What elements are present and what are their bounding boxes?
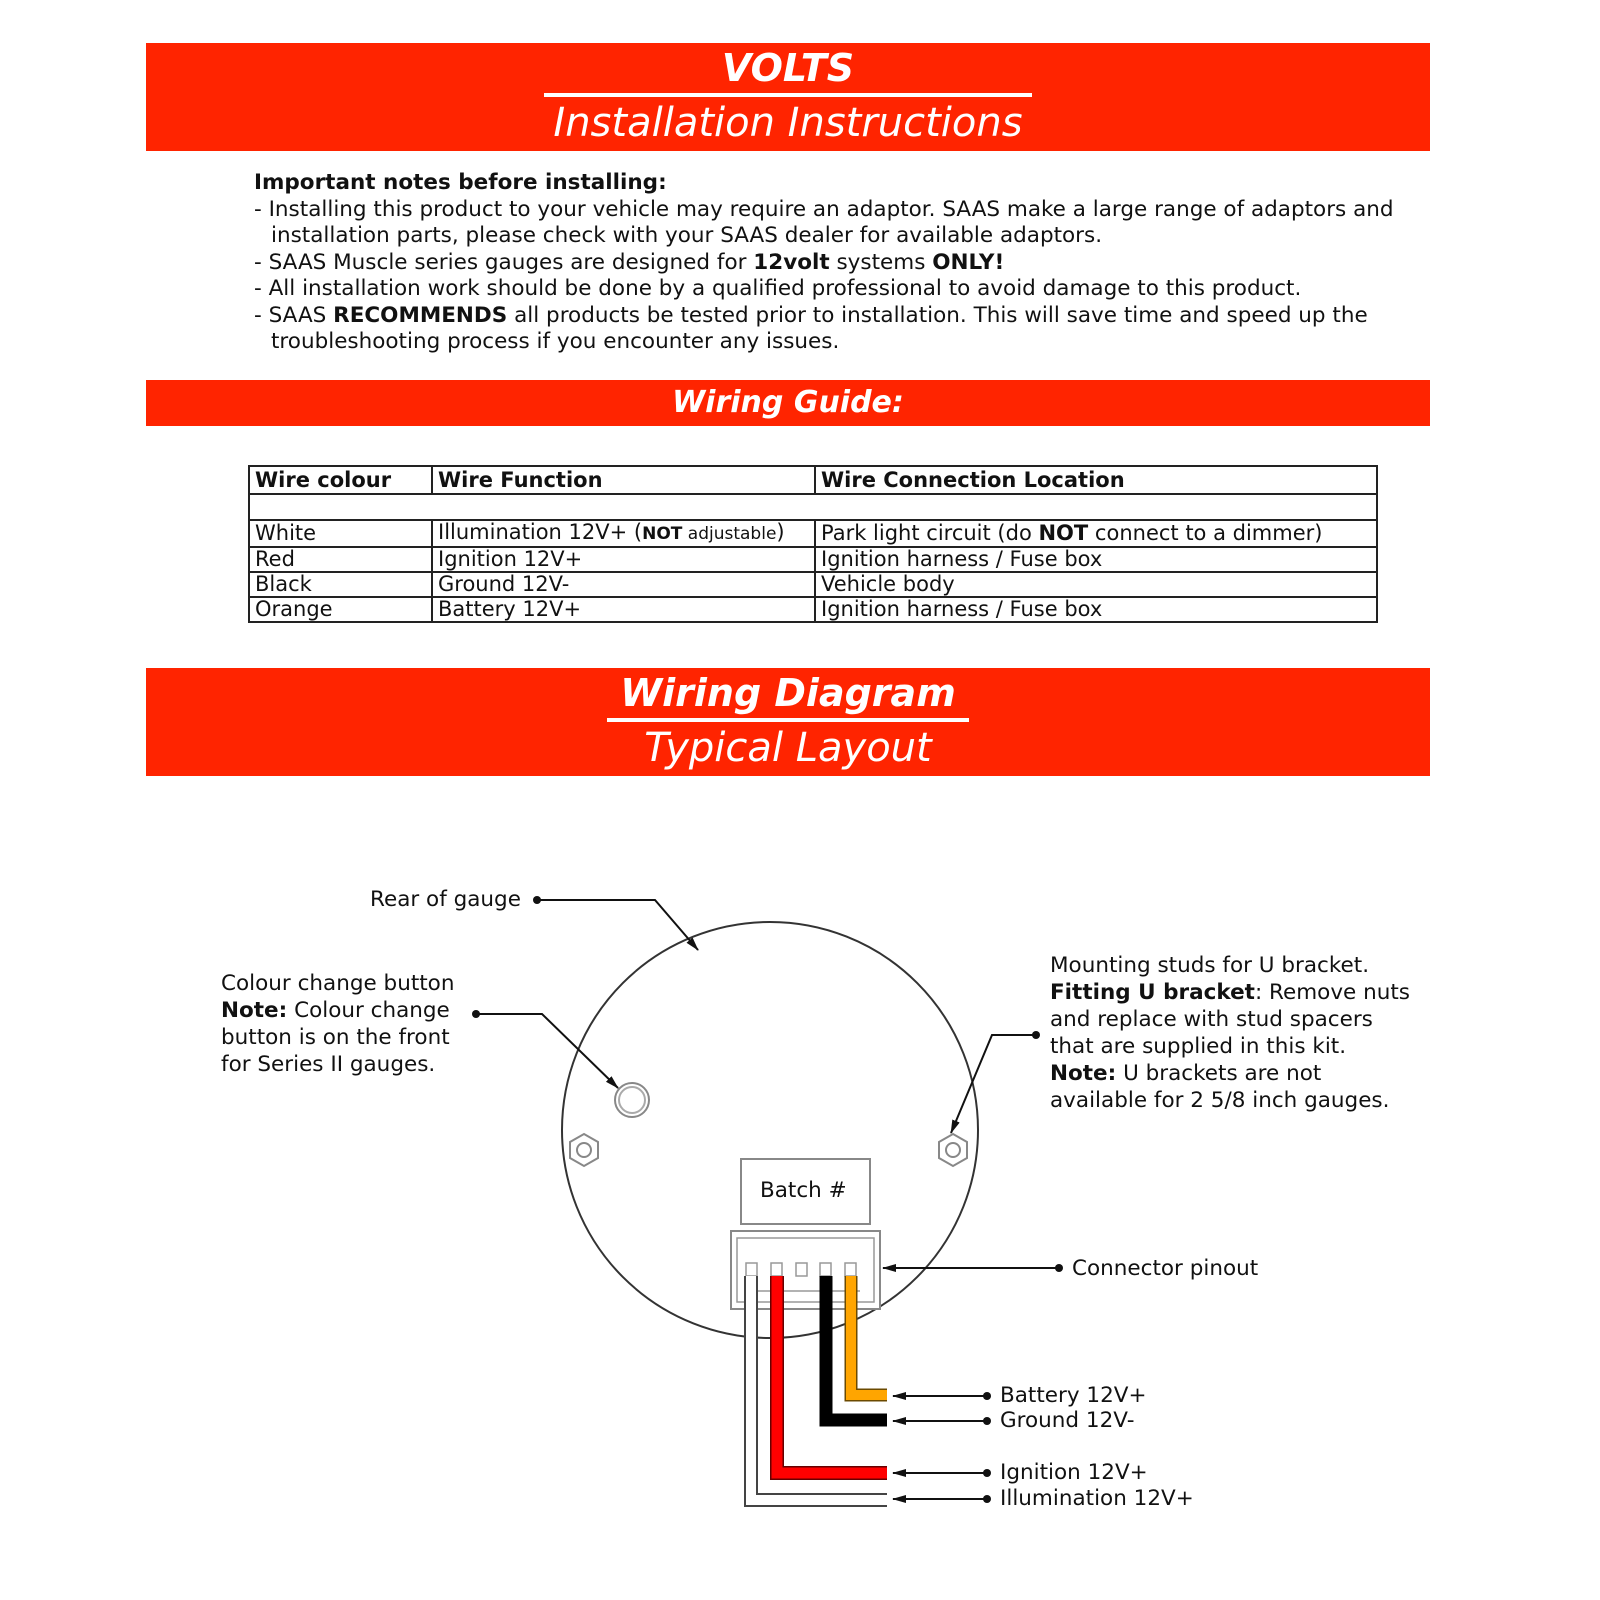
note-item: - Installing this product to your vehicle may require an adaptor. SAAS make a large range of adaptors and installation parts, please check with your SAAS dealer for available adaptors. [254, 196, 1394, 248]
table-row: White Illumination 12V+ (NOT adjustable) Park light circuit (do NOT connect to a dimmer) [249, 520, 1377, 547]
table-row: Black Ground 12V- Vehicle body [249, 572, 1377, 597]
table-row: Orange Battery 12V+ Ignition harness / Fuse box [249, 597, 1377, 622]
notes-heading: Important notes before installing: [254, 170, 667, 195]
document-title: VOLTS [721, 46, 855, 90]
table-row: Red Ignition 12V+ Ignition harness / Fuse box [249, 547, 1377, 572]
ignition-label: Ignition 12V+ [1000, 1460, 1148, 1485]
illumination-label: Illumination 12V+ [1000, 1486, 1194, 1511]
colour-button-label: Colour change button Note: Colour change button is on the front for Series II gauges. [221, 971, 455, 1077]
note-item: - SAAS RECOMMENDS all products be tested prior to installation. This will save time and speed up the troubleshooting process if you encounter any issues. [254, 302, 1368, 354]
wiring-diagram-title: Wiring Diagram [620, 671, 956, 715]
column-header: Wire colour [249, 466, 432, 494]
connector-pinout-label: Connector pinout [1072, 1256, 1259, 1281]
document-subtitle: Installation Instructions [553, 100, 1023, 146]
ground-label: Ground 12V- [1000, 1408, 1135, 1433]
column-header: Wire Function [432, 466, 815, 494]
batch-number-label: Batch # [760, 1178, 847, 1203]
wiring-diagram-subtitle: Typical Layout [644, 725, 932, 771]
note-item: - All installation work should be done by a qualified professional to avoid damage to this product. [254, 276, 1302, 301]
rear-of-gauge-label: Rear of gauge [370, 887, 521, 912]
wiring-guide-title: Wiring Guide: [672, 385, 904, 420]
column-header: Wire Connection Location [815, 466, 1377, 494]
battery-label: Battery 12V+ [1000, 1383, 1147, 1408]
mounting-studs-label: Mounting studs for U bracket. Fitting U bracket: Remove nuts and replace with stud spacers that are supplied in this kit. Note: U brackets are not available for 2 5/8 inch gauges. [1050, 953, 1410, 1113]
note-item: - SAAS Muscle series gauges are designed for 12volt systems ONLY! [254, 249, 1005, 275]
